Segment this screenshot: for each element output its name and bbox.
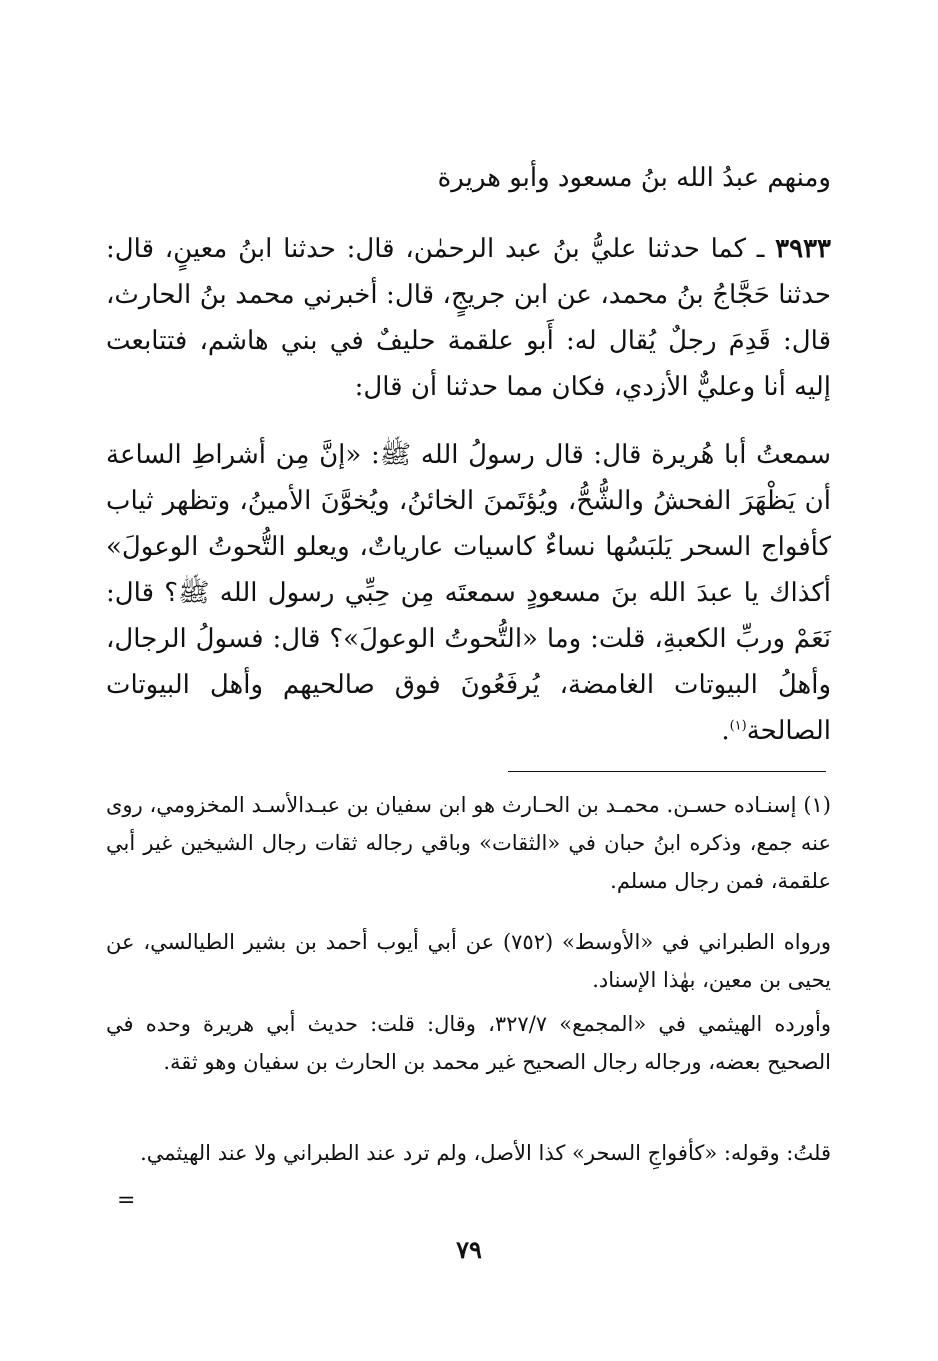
- hadith-number: ٣٩٣٣: [775, 234, 831, 264]
- footnote-paragraph-4: قلتُ: وقوله: «كأفواجِ السحر» كذا الأصل، ولم ترد عند الطبراني ولا عند الهيثمي.: [140, 1141, 831, 1165]
- footnote-paragraph-1: (١) إسنـاده حسـن. محمـد بن الحـارث هو ابن سفيان بن عبـدالأسـد المخزومي، روى عنه جمع، وذكره ابنُ حبان في «الثقات» وباقي رجاله ثقات رجال الشيخين غير أبي علقمة، فمن رجال مسلم.: [106, 793, 831, 893]
- hadith-matn-text: سمعتُ أبا هُريرة قال: قال رسولُ الله ﷺ: «إنَّ مِن أشراطِ الساعة أن يَظْهَرَ الفحشُ والشُّحُّ، ويُؤتَمنَ الخائنُ، ويُخوَّنَ الأمينُ، وتظهر ثياب كأفواج السحر يَلبَسُها نساءٌ كاسيات عارياتٌ، ويعلو التُّحوتُ الوعولَ» أكذاك يا عبدَ الله بنَ مسعودٍ سمعتَه مِن حِبِّي رسول الله ﷺ؟ قال: نَعَمْ وربِّ الكعبةِ، قلت: وما «التُّحوتُ الوعولَ»؟ قال: فسولُ الرجال، وأهلُ البيوتات الغامضة، يُرفَعُونَ فوق صالحيهم وأهل البيوتات الصالحة: [106, 440, 831, 746]
- hadith-isnad-text: ـ كما حدثنا عليُّ بنُ عبد الرحمٰن، قال: حدثنا ابنُ معينٍ، قال: حدثنا حَجَّاجُ بنُ محمد، عن ابن جريجٍ، قال: أخبرني محمد بنُ الحارث، قال: قَدِمَ رجلٌ يُقال له: أَبو علقمة حليفٌ في بني هاشم، فتتابعت إليه أنا وعليٌّ الأزدي، فكان مما حدثنا أن قال:: [106, 234, 831, 402]
- footnote-separator-line: [508, 771, 826, 772]
- hadith-matn-paragraph: [106, 432, 831, 754]
- hadith-isnad-paragraph: [106, 226, 831, 410]
- footnote-paragraph-2: ورواه الطبراني في «الأوسط» (٧٥٢) عن أبي أيوب أحمد بن بشير الطيالسي، عن يحيى بن معين، بهٰذا الإسناد.: [106, 930, 831, 992]
- hadith-end-mark: .: [721, 716, 730, 746]
- page-number: ٧٩: [456, 1235, 482, 1264]
- footnote-paragraph-3: وأورده الهيثمي في «المجمع» ٣٢٧/٧، وقال: قلت: حديث أبي هريرة وحده في الصحيح بعضه، ورجاله رجال الصحيح غير محمد بن الحارث بن سفيان وهو ثقة.: [106, 1012, 832, 1074]
- section-heading: ومنهم عبدُ الله بنُ مسعود وأبو هريرة: [437, 163, 831, 193]
- continuation-mark: =: [117, 1188, 136, 1213]
- footnote-reference: (١): [729, 718, 747, 734]
